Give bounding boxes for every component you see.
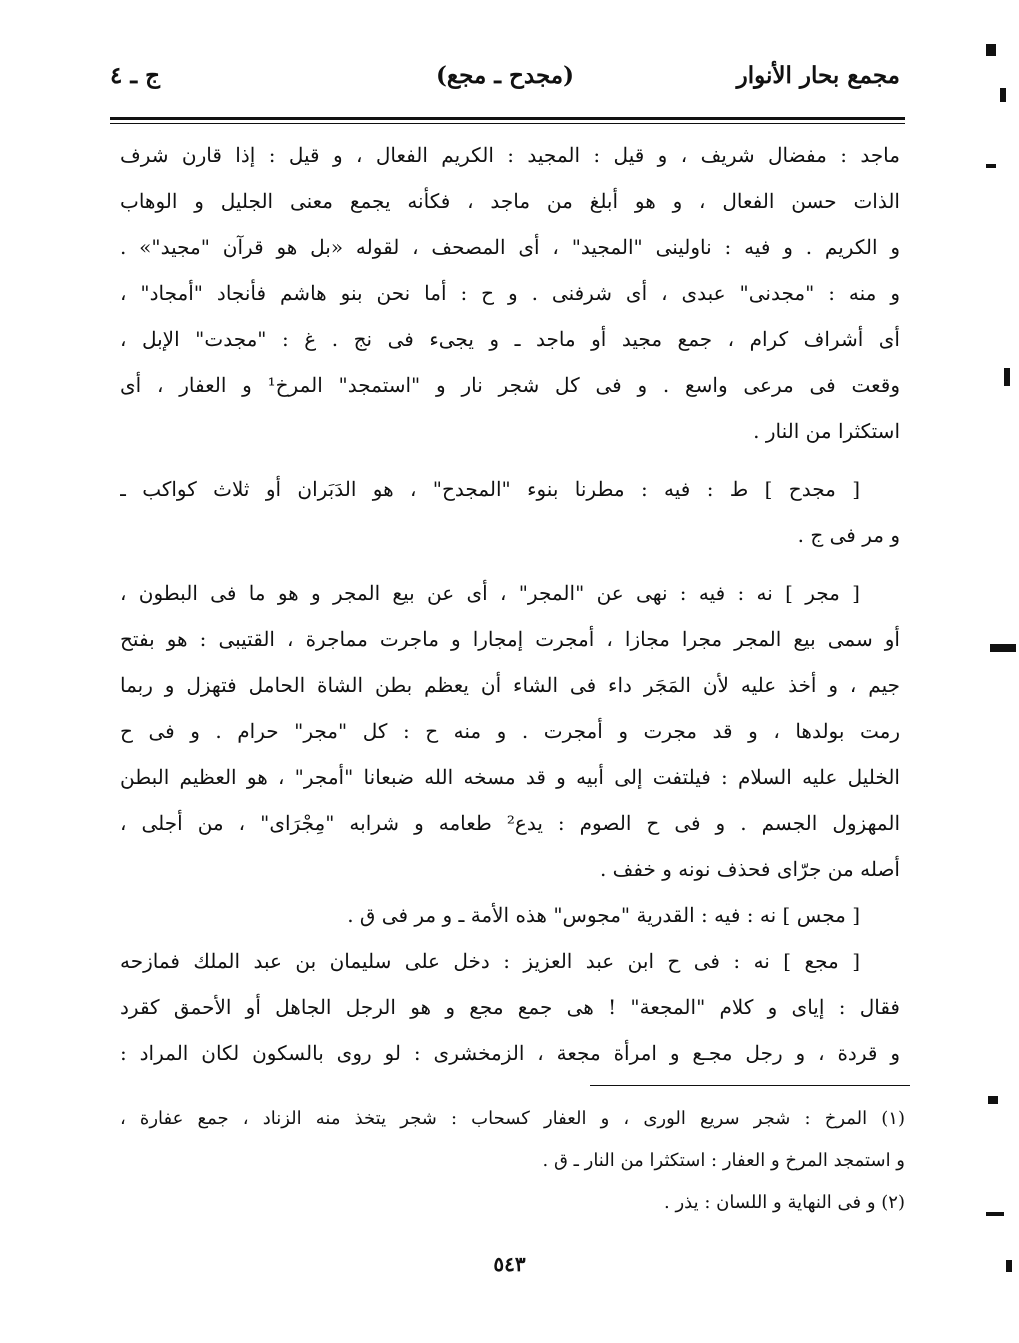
entry-range: (مجدح ـ مجع) <box>435 62 575 89</box>
scan-mark <box>1004 368 1010 386</box>
footnote-1-continued: و استمجد المرخ و العفار : استكثرا من النار ـ ق . <box>542 1150 905 1171</box>
text-line: فقال : إياى و كلام "المجعة" ! هى جمع مجع و هو الرجل الجاهل أو الأحمق كقرد <box>120 995 900 1019</box>
scan-mark <box>986 44 996 56</box>
text-line: رمت بولدها ، و قد مجرت و أمجرت . و منه ح : كل "مجر" حرام . و فى ح <box>120 719 900 743</box>
footnotes <box>120 1098 905 1224</box>
entry-mjdh: [ مجدح ] ط : فيه : مطرنا بنوء "المجدح" ، هو الدَبَران أو ثلاث كواكب ـ <box>120 477 860 501</box>
page-number: ٥٤٣ <box>493 1252 526 1276</box>
text-line: أصله من جرّاى فحذف نونه و خفف . <box>599 857 900 881</box>
text-line: ماجد : مفضال شريف ، و قيل : المجيد : الكريم الفعال ، و قيل : إذا قارن شرف <box>120 143 900 167</box>
text-line: و الكريم . و فيه : ناولينى "المجيد" ، أى المصحف ، لقوله «بل هو قرآن "مجيد"» . <box>120 235 900 259</box>
page-header <box>110 62 900 102</box>
scan-mark <box>990 644 1016 652</box>
entry-mjr: [ مجر ] نه : فيه : نهى عن "المجر" ، أى عن بيع المجر و هو ما فى البطون ، <box>120 581 860 605</box>
paragraph-gap <box>120 558 900 570</box>
footnote-2: (٢) و فى النهاية و اللسان : يذر . <box>664 1192 905 1213</box>
text-line: أى أشراف كرام ، جمع مجيد أو ماجد ـ و يجىء فى نج . غ : "مجدت" الإبل ، <box>120 327 900 351</box>
entry-mjs: [ مجس ] نه : فيه : القدرية "مجوس" هذه الأمة ـ و مر فى ق . <box>347 903 860 927</box>
text-line: و منه : "مجدنى" عبدى ، أى شرفنى . و ح : أما نحن بنو هاشم فأنجاد "أمجاد" ، <box>120 281 900 305</box>
text-line: أو سمى بيع المجر مجرا مجازا ، أمجرت إمجارا و ماجرت مماجرة ، القتيبى : هو بفتح <box>120 627 900 651</box>
text-line: وقعت فى مرعى واسع . و فى كل شجر نار و "استمجد" المرخ¹ و العفار ، أى <box>120 373 900 397</box>
text-line: الخليل عليه السلام : فيلتفت إلى أبيه و قد مسخه الله ضبعانا "أمجر" ، هو العظيم البطن <box>120 765 900 789</box>
entry-mj-a: [ مجع ] نه : فى ح ابن عبد العزيز : دخل على سليمان بن عبد الملك فمازحه <box>120 949 860 973</box>
scan-mark <box>1000 88 1006 102</box>
text-line: الذات حسن الفعال ، و هو أبلغ من ماجد ، فكأنه يجمع معنى الجليل و الوهاب <box>120 189 900 213</box>
header-rule-thin <box>110 123 905 124</box>
book-title: مجمع بحار الأنوار <box>736 62 900 89</box>
footnote-rule <box>590 1085 910 1086</box>
text-line: و قردة ، و رجل مجـع و امرأة مجعة ، الزمخشرى : لو روى بالسكون لكان المراد : <box>120 1041 900 1065</box>
text-line: جيم ، و أخذ عليه لأن المَجَر داء فى الشاء أن يعظم بطن الشاة الحامل فتهزل و ربما <box>120 673 900 697</box>
scan-mark <box>988 1096 998 1104</box>
text-line: المهزول الجسم . و فى ح الصوم : يدع² طعامه و شرابه "مِجْرَاى" ، من أجلى ، <box>120 811 900 835</box>
text-line: و مر فى ج . <box>797 523 900 547</box>
body-text <box>120 132 900 1076</box>
scan-mark <box>1006 1260 1012 1272</box>
text-line: استكثرا من النار . <box>753 419 900 443</box>
header-rule-thick <box>110 117 905 120</box>
paragraph-gap <box>120 454 900 466</box>
volume-number: ج ـ ٤ <box>110 62 160 89</box>
scan-mark <box>986 164 996 168</box>
footnote-1: (١) المرخ : شجر سريع الورى ، و العفار كسحاب : شجر يتخذ منه الزناد ، جمع عفارة ، <box>120 1108 905 1129</box>
scan-mark <box>986 1212 1004 1216</box>
